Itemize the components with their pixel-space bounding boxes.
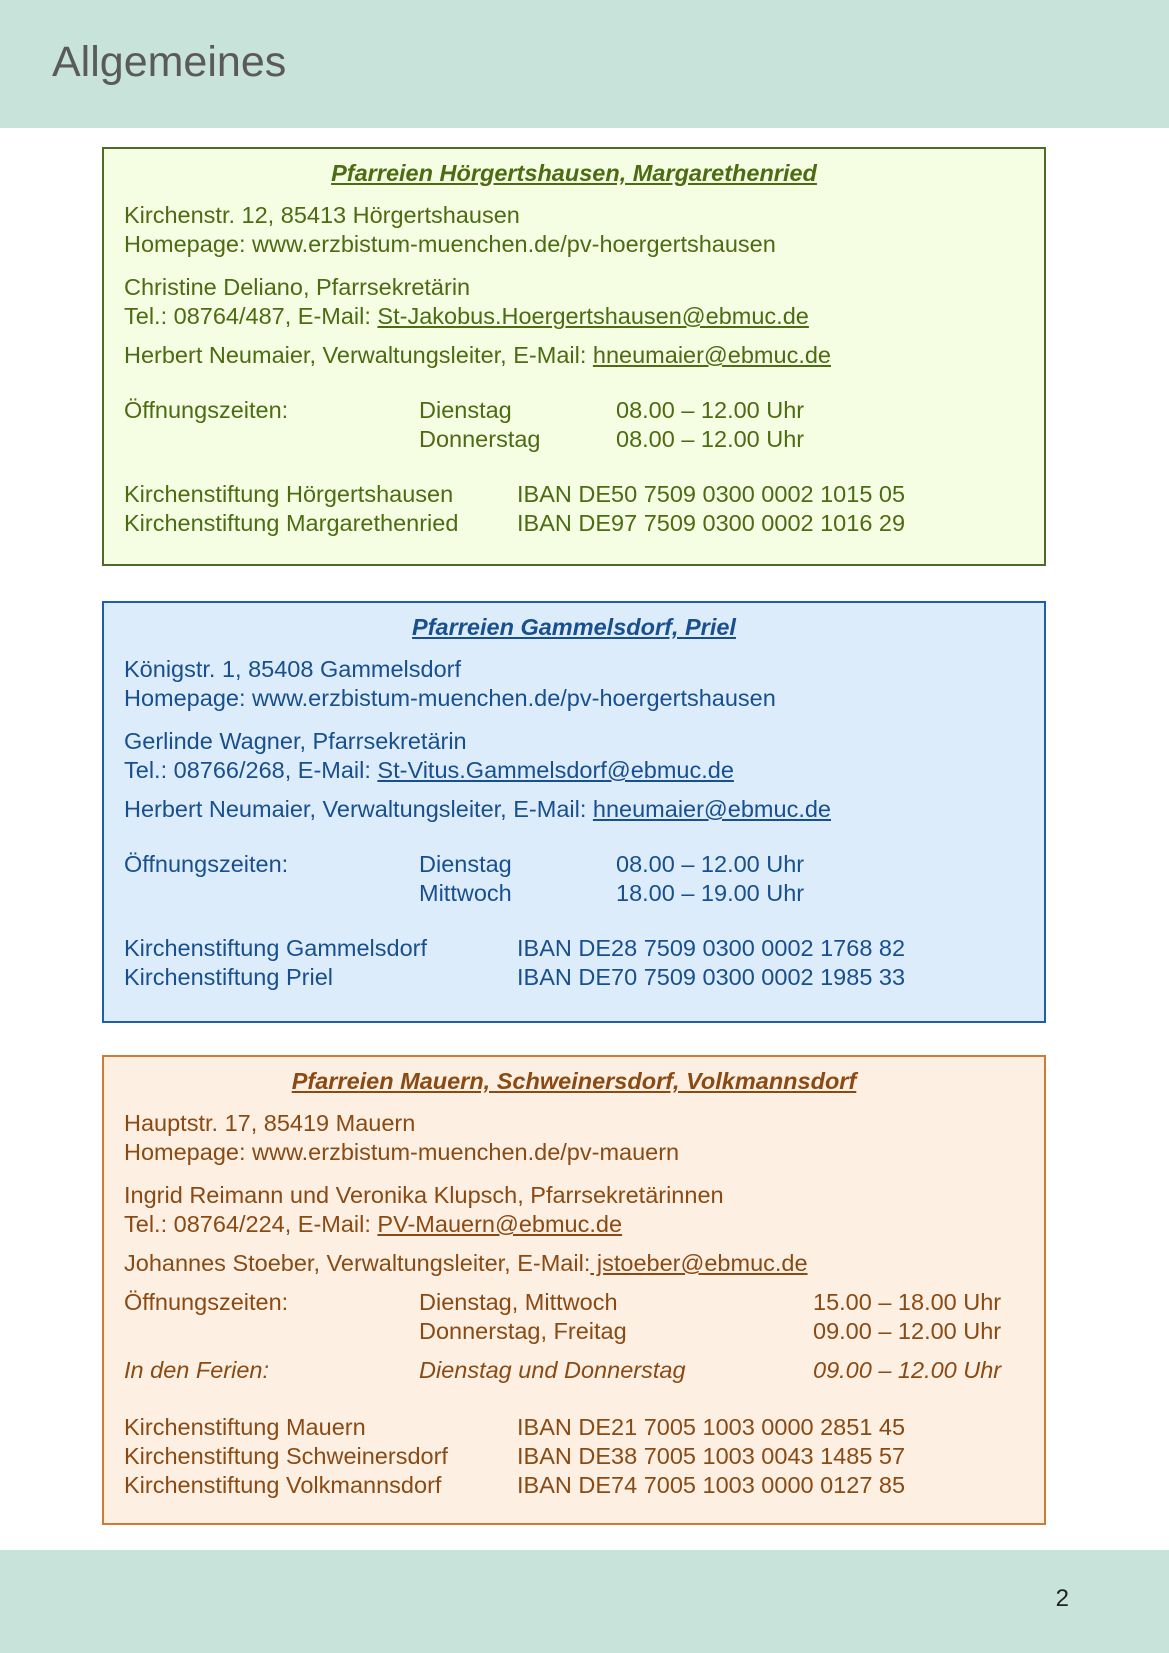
- parish-address: Hauptstr. 17, 85419 Mauern: [124, 1110, 416, 1136]
- account-row: [124, 963, 1024, 992]
- tel-text: Tel.: 08764/224, E-Mail:: [124, 1211, 378, 1237]
- hours-day: Donnerstag, Freitag: [419, 1318, 627, 1344]
- hours-time: 08.00 – 12.00 Uhr: [616, 426, 805, 452]
- holiday-day: Dienstag und Donnerstag: [419, 1357, 686, 1383]
- page-title: Allgemeines: [52, 38, 287, 86]
- account-name: Kirchenstiftung Priel: [124, 964, 333, 990]
- account-row: [124, 1413, 1024, 1442]
- hours-day: Dienstag: [419, 851, 512, 877]
- footer-band: [0, 1550, 1169, 1653]
- email-link[interactable]: PV-Mauern@ebmuc.de: [377, 1211, 623, 1237]
- admin-line: [124, 1249, 1024, 1278]
- parish-title: Pfarreien Hörgertshausen, Margarethenried: [331, 160, 817, 186]
- hours-time: 18.00 – 19.00 Uhr: [616, 880, 805, 906]
- admin-line: [124, 795, 1024, 824]
- holiday-time: 09.00 – 12.00 Uhr: [813, 1357, 1002, 1383]
- holiday-hours-row: [124, 1356, 1024, 1385]
- email-link[interactable]: St-Vitus.Gammelsdorf@ebmuc.de: [377, 757, 734, 783]
- account-iban: IBAN DE74 7005 1003 0000 0127 85: [517, 1472, 906, 1498]
- admin-line: [124, 341, 1024, 370]
- account-row: [124, 934, 1024, 963]
- parish-address: Königstr. 1, 85408 Gammelsdorf: [124, 656, 462, 682]
- hours-time: 08.00 – 12.00 Uhr: [616, 851, 805, 877]
- admin-text: Johannes Stoeber, Verwaltungsleiter, E-Mail:: [124, 1250, 591, 1276]
- parish-box-mauern: [102, 1055, 1046, 1525]
- hours-label: Öffnungszeiten:: [124, 1289, 289, 1315]
- parish-secretary: Gerlinde Wagner, Pfarrsekretärin: [124, 728, 467, 754]
- parish-box-hoergertshausen: [102, 147, 1046, 566]
- hours-row: [124, 1288, 1024, 1317]
- parish-homepage: Homepage: www.erzbistum-muenchen.de/pv-hoergertshausen: [124, 685, 776, 711]
- parish-secretary: Ingrid Reimann und Veronika Klupsch, Pfarrsekretärinnen: [124, 1182, 724, 1208]
- tel-text: Tel.: 08764/487, E-Mail:: [124, 303, 378, 329]
- hours-time: 08.00 – 12.00 Uhr: [616, 397, 805, 423]
- admin-text: Herbert Neumaier, Verwaltungsleiter, E-Mail:: [124, 796, 593, 822]
- hours-row: [124, 396, 1024, 425]
- hours-label: Öffnungszeiten:: [124, 397, 289, 423]
- hours-label: Öffnungszeiten:: [124, 851, 289, 877]
- parish-title: Pfarreien Mauern, Schweinersdorf, Volkmannsdorf: [291, 1068, 857, 1094]
- hours-day: Donnerstag: [419, 426, 541, 452]
- hours-row: [124, 879, 1024, 908]
- account-iban: IBAN DE21 7005 1003 0000 2851 45: [517, 1414, 906, 1440]
- parish-contact-line: [124, 756, 1024, 785]
- account-name: Kirchenstiftung Schweinersdorf: [124, 1443, 448, 1469]
- admin-email-link[interactable]: jstoeber@ebmuc.de: [590, 1250, 808, 1276]
- account-row: [124, 1442, 1024, 1471]
- account-iban: IBAN DE38 7005 1003 0043 1485 57: [517, 1443, 906, 1469]
- account-name: Kirchenstiftung Margarethenried: [124, 510, 459, 536]
- hours-row: [124, 1317, 1024, 1346]
- parish-secretary: Christine Deliano, Pfarrsekretärin: [124, 274, 471, 300]
- parish-contact-line: [124, 302, 1024, 331]
- page-number: 2: [1055, 1585, 1069, 1612]
- account-row: [124, 480, 1024, 509]
- parish-address: Kirchenstr. 12, 85413 Hörgertshausen: [124, 202, 520, 228]
- parish-homepage: Homepage: www.erzbistum-muenchen.de/pv-hoergertshausen: [124, 231, 776, 257]
- account-iban: IBAN DE50 7509 0300 0002 1015 05: [517, 481, 906, 507]
- account-row: [124, 509, 1024, 538]
- account-name: Kirchenstiftung Mauern: [124, 1414, 366, 1440]
- account-iban: IBAN DE70 7509 0300 0002 1985 33: [517, 964, 906, 990]
- account-name: Kirchenstiftung Volkmannsdorf: [124, 1472, 442, 1498]
- account-row: [124, 1471, 1024, 1500]
- parish-contact-line: [124, 1210, 1024, 1239]
- parish-box-gammelsdorf: [102, 601, 1046, 1023]
- parish-homepage: Homepage: www.erzbistum-muenchen.de/pv-mauern: [124, 1139, 680, 1165]
- hours-day: Mittwoch: [419, 880, 512, 906]
- admin-email-link[interactable]: hneumaier@ebmuc.de: [592, 342, 831, 368]
- admin-text: Herbert Neumaier, Verwaltungsleiter, E-Mail:: [124, 342, 593, 368]
- admin-email-link[interactable]: hneumaier@ebmuc.de: [592, 796, 831, 822]
- hours-time: 09.00 – 12.00 Uhr: [813, 1318, 1002, 1344]
- hours-row: [124, 850, 1024, 879]
- hours-day: Dienstag, Mittwoch: [419, 1289, 618, 1315]
- hours-time: 15.00 – 18.00 Uhr: [813, 1289, 1002, 1315]
- account-iban: IBAN DE97 7509 0300 0002 1016 29: [517, 510, 906, 536]
- email-link[interactable]: St-Jakobus.Hoergertshausen@ebmuc.de: [377, 303, 809, 329]
- holiday-label: In den Ferien:: [124, 1357, 270, 1383]
- hours-day: Dienstag: [419, 397, 512, 423]
- hours-row: [124, 425, 1024, 454]
- account-name: Kirchenstiftung Gammelsdorf: [124, 935, 428, 961]
- account-name: Kirchenstiftung Hörgertshausen: [124, 481, 454, 507]
- tel-text: Tel.: 08766/268, E-Mail:: [124, 757, 378, 783]
- account-iban: IBAN DE28 7509 0300 0002 1768 82: [517, 935, 906, 961]
- parish-title: Pfarreien Gammelsdorf, Priel: [412, 614, 736, 640]
